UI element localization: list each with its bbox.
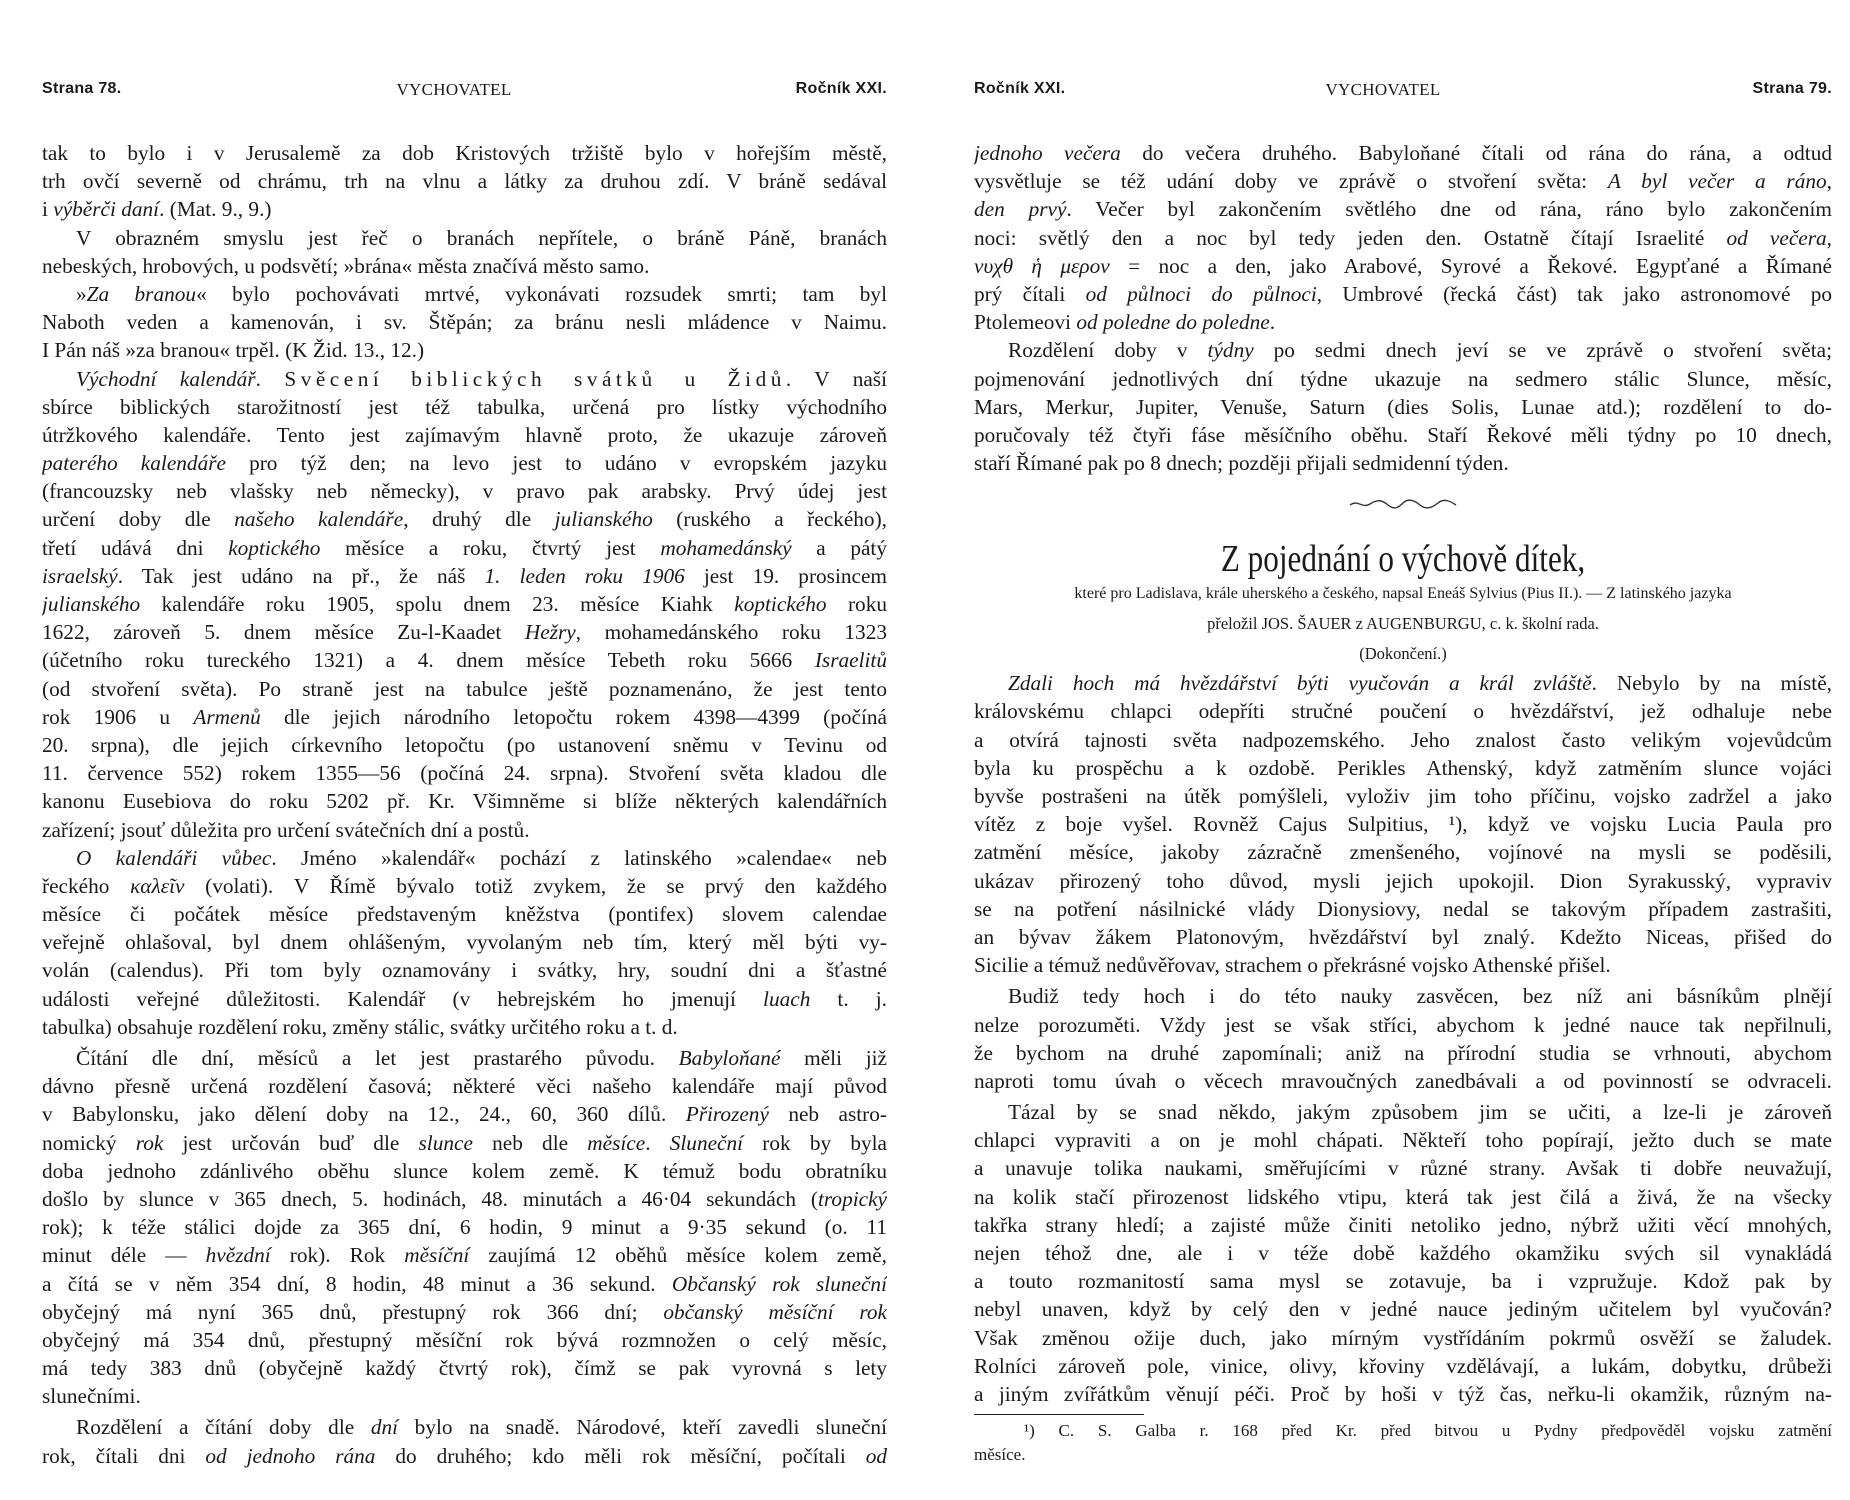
text-line	[974, 1126, 1832, 1154]
emphasized-text: Israelitů	[814, 648, 887, 673]
article-title: Z pojednání o výchově dítek,	[1220, 538, 1586, 581]
text-run: do večera druhého. Babyloňané čítali od rána do rána, a odtud	[1120, 141, 1832, 165]
text-line	[974, 393, 1832, 421]
text-line	[42, 280, 887, 308]
text-line	[42, 1185, 887, 1213]
text-run: (od stvoření světa). Po straně jest na tabulce ještě poznamenáno, že jest tento	[42, 676, 887, 701]
text-line	[974, 1011, 1832, 1039]
text-run: i	[42, 197, 54, 222]
article-subtitle: které pro Ladislava, krále uherského a českého, napsal Eneáš Sylvius (Pius II.). — Z latinského jazyka	[1074, 585, 1732, 603]
text-run: útržkového kalendáře. Tento jest zajímavým hlavně proto, že ukazuje zároveň	[42, 422, 887, 447]
emphasized-text: rok	[135, 1130, 164, 1155]
text-line	[974, 1352, 1832, 1380]
text-line	[974, 867, 1832, 895]
text-run: že bychom na druhé zapomínali; aniž na přírodní studia se vrhnouti, abychom	[974, 1040, 1832, 1065]
text-line	[42, 1270, 887, 1298]
text-line	[42, 534, 887, 562]
text-run: an bývav žákem Platonovým, hvězdářství byl znalý. Kdežto Niceas, přišed do	[974, 924, 1832, 949]
text-run: nebyl unaven, když by celý den v jedné nauce jediným učitelem byl vyučován?	[974, 1297, 1832, 1322]
text-run: V obrazném smyslu jest řeč o branách nepřítele, o bráně Páně, branách	[76, 225, 887, 250]
page-number-right: Strana 79.	[1752, 80, 1832, 97]
text-line	[42, 1354, 887, 1382]
text-line	[42, 816, 887, 844]
text-line	[42, 618, 887, 646]
text-run: rok by byla	[743, 1130, 887, 1155]
text-run: .	[255, 366, 285, 391]
text-line	[974, 252, 1832, 280]
paragraph	[42, 1413, 887, 1469]
text-line	[974, 1211, 1832, 1239]
text-run: Ptolemeovi	[974, 310, 1077, 335]
text-run: zařízení; jsouť důležita pro určení svátečních dní a postů.	[42, 817, 530, 842]
text-run: vítěz z boje vyšel. Rovněž Cajus Sulpitius, ¹), když ve vojsku Lucia Paula pro	[974, 812, 1832, 837]
text-line	[974, 1443, 1832, 1467]
text-run: tak to bylo i v Jerusalemě za dob Kristových tržiště bylo v hořejším městě,	[42, 141, 887, 165]
text-line	[42, 477, 887, 505]
text-line	[42, 1044, 887, 1072]
text-line	[974, 1324, 1832, 1352]
page-number-left: Strana 78.	[42, 80, 122, 97]
text-run: jest určován buď dle	[163, 1130, 419, 1155]
text-run: bylo na snadě. Národové, kteří zavedli sluneční	[398, 1415, 887, 1440]
text-run: . Nebylo by na místě,	[1591, 671, 1832, 696]
text-line	[42, 872, 887, 900]
text-run: veřejně ohlašoval, byl dnem ohlášeným, vyvolaným neb tím, který měl býti vy-	[42, 930, 887, 955]
journal-title-right: VYCHOVATEL	[1325, 80, 1441, 99]
volume-left: Ročník XXI.	[795, 80, 887, 97]
text-run: nomický	[42, 1130, 136, 1155]
text-line	[974, 1098, 1832, 1126]
text-line	[42, 308, 887, 336]
text-line	[42, 1157, 887, 1185]
text-run: došlo by slunce v 365 dnech, 5. hodinách, 48. minutách a 46·04 sekundách (	[42, 1186, 818, 1211]
text-line	[42, 759, 887, 787]
text-run: Tázal by se snad někdo, jakým způsobem jim se učiti, a lze-li je zároveň	[1008, 1100, 1832, 1125]
text-line	[974, 449, 1832, 477]
text-run: pojmenování jednotlivých dní týdne ukazuje na sedmero stálic Slunce, měsíc,	[974, 366, 1832, 391]
text-run: neb dle	[472, 1130, 588, 1155]
text-line	[974, 1067, 1832, 1095]
emphasized-text: od večera	[1726, 225, 1827, 250]
paragraph	[42, 365, 887, 844]
article-continuation-note: (Dokončení.)	[1359, 644, 1447, 664]
text-run: Mars, Merkur, Jupiter, Venuše, Saturn (dies Solis, Lunae atd.); rozdělení to do-	[974, 394, 1832, 419]
text-line	[42, 703, 887, 731]
text-run: Rozdělení a čítání doby dle	[76, 1415, 371, 1440]
text-run: se na potření násilnické vlády Dionysiovy, nedal se takovým případem zastrašiti,	[974, 896, 1832, 921]
text-line	[42, 1442, 887, 1470]
text-line	[974, 195, 1832, 223]
emphasized-text: od poledne do poledne	[1076, 310, 1270, 335]
text-line	[42, 956, 887, 984]
text-line	[42, 1413, 887, 1441]
text-run: Čítání dle dní, měsíců a let jest prastarého původu.	[76, 1046, 679, 1070]
text-line	[42, 1100, 887, 1128]
text-line	[42, 731, 887, 759]
emphasized-text: Zdali hoch má hvězdářství býti vyučován a král zvláště	[1008, 671, 1592, 696]
text-run: v Babylonsku, jako dělení doby na 12., 24., 60, 360 dílů.	[42, 1102, 686, 1127]
text-run: měsíce či počátek měsíce představeným kněžstva (pontifex) slovem calendae	[42, 902, 887, 927]
text-run: události veřejné důležitosti. Kalendář (v hebrejském ho jmenují	[42, 986, 764, 1011]
text-run: měli již	[780, 1046, 887, 1070]
text-run: . Večer byl zakončením světlého dne od rána, ráno bylo zakončením	[1066, 197, 1832, 222]
text-run: a jiným zvířátkům věnují péči. Proč by hoši v týž čas, neřku-li okamžik, různým na-	[974, 1381, 1832, 1406]
text-run: roku	[826, 592, 887, 616]
text-line	[974, 167, 1832, 195]
text-line	[42, 421, 887, 449]
text-run: ,	[1826, 225, 1832, 250]
emphasized-text: dní	[370, 1415, 399, 1440]
text-line	[974, 308, 1832, 336]
paragraph	[974, 669, 1832, 979]
text-line	[42, 252, 887, 280]
text-run: noci: světlý den a noc byl tedy jeden den. Ostatně čítají Israelité	[974, 225, 1727, 250]
emphasized-text: výběrči daní	[53, 197, 160, 222]
text-run: , mohamedánského roku 1323	[575, 620, 887, 645]
footnote-rule	[974, 1414, 1144, 1415]
emphasized-text: Občanský rok sluneční	[671, 1271, 887, 1296]
text-line	[974, 726, 1832, 754]
text-line	[42, 562, 887, 590]
text-line	[974, 1380, 1832, 1408]
text-run: do druhého; kdo měli rok měsíční, počítali	[375, 1443, 866, 1468]
emphasized-text: Armenů	[193, 704, 261, 729]
emphasized-text: tropický	[818, 1186, 887, 1211]
emphasized-text: od	[865, 1443, 887, 1468]
text-line	[42, 900, 887, 928]
text-line	[42, 1326, 887, 1354]
text-line	[42, 590, 887, 618]
text-run: určení doby dle	[42, 507, 235, 532]
emphasized-text: A byl večer a ráno	[1607, 169, 1827, 194]
text-run: rok 1906 u	[42, 704, 194, 729]
text-line	[42, 646, 887, 674]
emphasized-text: καλεῖν	[130, 873, 185, 898]
text-run: obyčejný má nyní 365 dnů, přestupný rok 366 dní;	[42, 1299, 664, 1324]
text-run: a otvírá tajnosti světa nadpozemského. Jeho znalost často velikým vojevůdcům	[974, 727, 1832, 752]
paragraph	[974, 139, 1832, 336]
emphasized-text: od půlnoci do půlnoci	[1085, 281, 1317, 306]
text-run: pro týž den; na levo jest to udáno v evropském jazyku	[225, 451, 887, 476]
text-run: kanonu Eusebiova do roku 5202 př. Kr. Všimněme si blíže některých kalendářních	[42, 789, 887, 814]
text-run: . (Mat. 9., 9.)	[159, 197, 272, 222]
text-run: Rozdělení doby v	[1008, 338, 1208, 363]
text-run: zatmění měsíce, jakoby zázračně zmenšeného, vojínové na mysli se poděsili,	[974, 840, 1832, 865]
text-run: prý čítali	[974, 281, 1086, 306]
text-run: naproti tomu úvah o věcech mravoučných zanedbávali a od povinností se odvraceli.	[974, 1068, 1832, 1093]
text-run: »	[76, 281, 87, 306]
text-line	[974, 1419, 1832, 1443]
text-run: královskému chlapci odepříti stručné poučení o hvězdářství, jež odhaluje nebe	[974, 699, 1832, 724]
emphasized-text: slunce	[418, 1130, 473, 1155]
journal-title-left: VYCHOVATEL	[396, 80, 512, 99]
text-run: doba jednoho zdánlivého oběhu slunce kolem země. K témuž bodu obratníku	[42, 1158, 887, 1183]
paragraph	[974, 1419, 1832, 1467]
emphasized-text: občanský měsíční rok	[663, 1299, 887, 1324]
text-run: a touto rozmanitostí sama mysl se zotavuje, ba i vzpružuje. Kdož pak by	[974, 1269, 1832, 1294]
article-translator: přeložil JOS. ŠAUER z AUGENBURGU, c. k. školní rada.	[1207, 614, 1599, 634]
text-run: ¹) C. S. Galba r. 168 před Kr. před bitvou u Pydny předpověděl vojsku zatmění	[1024, 1421, 1832, 1441]
emphasized-text: měsíce	[587, 1130, 646, 1155]
text-run: .	[645, 1130, 670, 1155]
emphasized-text: O kalendáři vůbec	[76, 845, 272, 870]
text-line	[42, 1298, 887, 1326]
text-line	[974, 982, 1832, 1010]
text-run: , Umbrové (řecká část) tak jako astronomové po	[1316, 281, 1832, 306]
emphasized-text: měsíční	[404, 1243, 470, 1268]
text-run: Však změnou ožije duch, jako mírným vystřídáním pokrmů osvěží se žaludek.	[974, 1325, 1832, 1350]
text-line	[974, 1295, 1832, 1323]
text-run: nejen téhož dne, ale i v téže době každého okamžiku svých sil vynakládá	[974, 1241, 1832, 1265]
text-line	[974, 923, 1832, 951]
text-line	[42, 985, 887, 1013]
text-line	[42, 505, 887, 533]
emphasized-text: hvězdní	[205, 1243, 271, 1268]
text-run: a čítá se v něm 354 dní, 8 hodin, 48 minut a 36 sekund.	[42, 1271, 672, 1296]
text-run: (francouzsky neb vlašsky neb německy), v pravo pak arabsky. Prvý údej jest	[42, 479, 887, 504]
text-run: má tedy 383 dnů (obyčejně každý čtvrtý rok), čímž se pak vyrovná s lety	[42, 1356, 887, 1381]
text-run: slunečními.	[42, 1384, 141, 1409]
text-line	[974, 1039, 1832, 1067]
text-run: ,	[1826, 169, 1832, 194]
text-line	[974, 224, 1832, 252]
text-line	[42, 336, 887, 364]
article-body	[974, 669, 1832, 1408]
emphasized-text: 1. leden roku 1906	[484, 563, 685, 588]
text-run: = noc a den, jako Arabové, Syrové a Řekové. Egypťané a Římané	[1109, 253, 1832, 278]
text-run: t. j.	[810, 986, 887, 1011]
text-run: třetí udává dni	[42, 535, 229, 560]
text-run: volán (calendus). Při tom byly oznamovány i svátky, hry, soudní dni a šťastné	[42, 958, 887, 983]
text-run: Rolníci zároveň pole, vinice, olivy, křoviny vzdělávají, a lukám, dobytku, drůbeži	[974, 1353, 1832, 1378]
text-line	[974, 365, 1832, 393]
paragraph	[974, 1098, 1832, 1408]
text-run: ukázav přirozený toho důvod, mysli jejich upokojil. Dion Syrakusský, vypraviv	[974, 868, 1832, 893]
text-run: na kolik stačí přirozenost lidského vtipu, která tak jest čilá a živá, že na všecky	[974, 1184, 1832, 1209]
text-line	[42, 139, 887, 167]
emphasized-text: týdny	[1207, 338, 1254, 363]
emphasized-text: den prvý	[974, 197, 1067, 222]
text-run: (ruského a řeckého),	[652, 507, 887, 532]
text-line	[42, 1129, 887, 1157]
text-run: . V naší	[785, 366, 887, 391]
emphasized-text: Babyloňané	[678, 1046, 781, 1070]
emphasized-text: mohamedánský	[660, 535, 792, 560]
paragraph	[42, 224, 887, 280]
emphasized-text: paterého kalendáře	[42, 451, 226, 476]
text-run: byvše postrašeni na útěk pomýšleli, vyloživ jim toho příčinu, vojsko zadržel a jako	[974, 784, 1832, 808]
paragraph	[974, 982, 1832, 1095]
emphasized-text: julianského	[554, 507, 653, 532]
paragraph	[974, 336, 1832, 477]
text-run: rok, čítali dni	[42, 1443, 206, 1468]
text-run: kalendáře roku 1905, spolu dnem 23. měsíce Kiahk	[140, 592, 735, 616]
text-line	[42, 167, 887, 195]
text-run: a unavuje tolika naukami, směřujícími v různé strany. Avšak ti dobře neuvažují,	[974, 1156, 1832, 1181]
text-line	[974, 139, 1832, 167]
emphasized-text: koptického	[228, 535, 321, 560]
emphasized-text: israelský	[42, 563, 118, 588]
paragraph	[42, 280, 887, 365]
emphasized-text: νυχθ ἡ μερον	[974, 253, 1110, 278]
text-line	[42, 393, 887, 421]
text-run: chlapci vypraviti a on je mohl chápati. Někteří toho popírají, ježto duch se mate	[974, 1128, 1832, 1153]
emphasized-text: našeho kalendáře	[234, 507, 404, 532]
text-line	[974, 838, 1832, 866]
text-line	[42, 224, 887, 252]
emphasized-text: Sluneční	[669, 1130, 744, 1155]
text-run: zaujímá 12 oběhů měsíce kolem země,	[469, 1243, 887, 1268]
text-run: dávno přesně určená rozdělení časová; některé věci našeho kalendáře mají původ	[42, 1074, 887, 1099]
text-line	[974, 782, 1832, 810]
text-line	[42, 195, 887, 223]
text-run: řeckého	[42, 873, 131, 898]
text-run: takřka strany hledí; a zajisté může činiti netoliko jedno, nýbrž užiti věcí mnohých,	[974, 1212, 1832, 1237]
text-line	[42, 449, 887, 477]
emphasized-text: luach	[763, 986, 811, 1011]
paragraph	[42, 1044, 887, 1410]
text-run: a pátý	[791, 535, 887, 560]
text-line	[974, 1154, 1832, 1182]
text-line	[974, 336, 1832, 364]
text-run: 20. srpna), dle jejich církevního letopočtu (po ustanovení sněmu v Tevinu od	[42, 732, 887, 757]
paragraph	[42, 139, 887, 224]
text-line	[974, 1267, 1832, 1295]
emphasized-text: Za branou	[86, 281, 197, 306]
text-run: byla ku prospěchu a k ozdobě. Perikles Athenský, když zatměním slunce vojáci	[974, 755, 1832, 780]
text-run: měsíce.	[974, 1445, 1026, 1465]
text-run: poručovaly též čtyři fáse měsíčního oběhu. Staří Řekové měli týdny po 10 dnech,	[974, 422, 1832, 447]
footnote	[974, 1419, 1832, 1467]
text-run: nebeských, hrobových, u podsvětí; »brána« města značívá město samo.	[42, 253, 650, 278]
text-run: minut déle —	[42, 1243, 206, 1268]
text-run: I Pán náš »za branou« trpěl. (K Žid. 13., 12.)	[42, 338, 425, 363]
text-line	[974, 669, 1832, 697]
text-line	[42, 1241, 887, 1269]
text-line	[974, 1183, 1832, 1211]
text-line	[42, 1072, 887, 1100]
emphasized-text: julianského	[42, 592, 141, 616]
right-page-continuation	[974, 139, 1832, 477]
text-run: . Jméno »kalendář« pochází z latinského »calendae« neb	[271, 845, 887, 870]
volume-right: Ročník XXI.	[974, 80, 1066, 97]
emphasized-text: Přirozený	[685, 1102, 769, 1127]
section-divider-ornament	[974, 483, 1832, 525]
text-run: měsíce a roku, čtvrtý jest	[320, 535, 661, 560]
text-line	[974, 754, 1832, 782]
text-run: nelze porozuměti. Vždy jest se však stříci, abychom k jedné nauce tak nepřilnuli,	[974, 1012, 1832, 1037]
text-run: trh ovčí severně od chrámu, trh na vlnu a látky za druhou zdí. V bráně sedával	[42, 169, 887, 194]
emphasized-text: jednoho večera	[974, 141, 1121, 165]
text-run: « bylo pochovávati mrtvé, vykonávati rozsudek smrti; tam byl	[196, 281, 887, 306]
text-run: 11. července 552) rokem 1355—56 (počíná 24. srpna). Stvoření světa kladou dle	[42, 761, 887, 786]
text-run: vysvětluje se též udání doby ve zprávě o stvoření světa:	[974, 169, 1608, 194]
text-line	[42, 787, 887, 815]
text-line	[974, 951, 1832, 979]
text-run: 1622, zároveň 5. dnem měsíce Zu-l-Kaadet	[42, 620, 525, 645]
text-run: sbírce biblických starožitností jest též tabulka, určená pro lístky východního	[42, 394, 887, 419]
left-page-body	[42, 139, 887, 1470]
text-line	[974, 421, 1832, 449]
emphasized-text: Svěcení biblických svátků u Židů	[284, 366, 786, 391]
text-run: , druhý dle	[403, 507, 555, 532]
emphasized-text: od jednoho rána	[205, 1443, 376, 1468]
text-line	[974, 280, 1832, 308]
text-line	[42, 1382, 887, 1410]
text-run: (volati). V Římě bývalo totiž zvykem, že se prvý den každého	[184, 873, 887, 898]
text-line	[42, 675, 887, 703]
paragraph	[42, 844, 887, 1041]
text-run: rok); k téže stálici dojde za 365 dní, 6 hodin, 9 minut a 9·35 sekund (o. 11	[42, 1215, 887, 1240]
text-run: dle jejich národního letopočtu rokem 4398—4399 (počíná	[260, 704, 887, 729]
text-line	[42, 1013, 887, 1041]
text-line	[42, 844, 887, 872]
text-run: Budiž tedy hoch i do této nauky zasvěcen, bez níž ani básníkům plnějí	[1008, 984, 1832, 1009]
text-run: .	[1269, 310, 1276, 335]
text-run: neb astro-	[768, 1102, 887, 1127]
text-run: . Tak jest udáno na př., že náš	[117, 563, 485, 588]
text-line	[974, 1239, 1832, 1267]
emphasized-text: koptického	[734, 592, 827, 616]
text-run: staří Římané pak po 8 dnech; později přijali sedmidenní týden.	[974, 451, 1509, 476]
text-line	[42, 1213, 887, 1241]
text-line	[974, 697, 1832, 725]
emphasized-text: Východní kalendář	[76, 366, 256, 391]
text-line	[974, 895, 1832, 923]
text-line	[974, 810, 1832, 838]
right-page-body	[974, 139, 1832, 1467]
text-run: po sedmi dnech jeví se ve zprávě o stvoření světa;	[1253, 338, 1832, 363]
text-run: Naboth veden a kamenován, i sv. Štěpán; za bránu nesli mládence v Naimu.	[42, 310, 887, 335]
text-run: obyčejný má 354 dnů, přestupný měsíční rok bývá rozmnožen o celý měsíc,	[42, 1327, 887, 1352]
text-line	[42, 365, 887, 393]
text-run: jest 19. prosincem	[684, 563, 887, 588]
text-line	[42, 928, 887, 956]
text-run: rok). Rok	[270, 1243, 405, 1268]
emphasized-text: Hežry	[524, 620, 576, 645]
text-run: Sicilie a témuž nedůvěřovav, strachem o překrásné vojsko Athenské přišel.	[974, 953, 1611, 978]
text-run: tabulka) obsahuje rozdělení roku, změny stálic, svátky určitého roku a t. d.	[42, 1014, 678, 1039]
text-run: (účetního roku tureckého 1321) a 4. dnem měsíce Tebeth roku 5666	[42, 648, 815, 673]
